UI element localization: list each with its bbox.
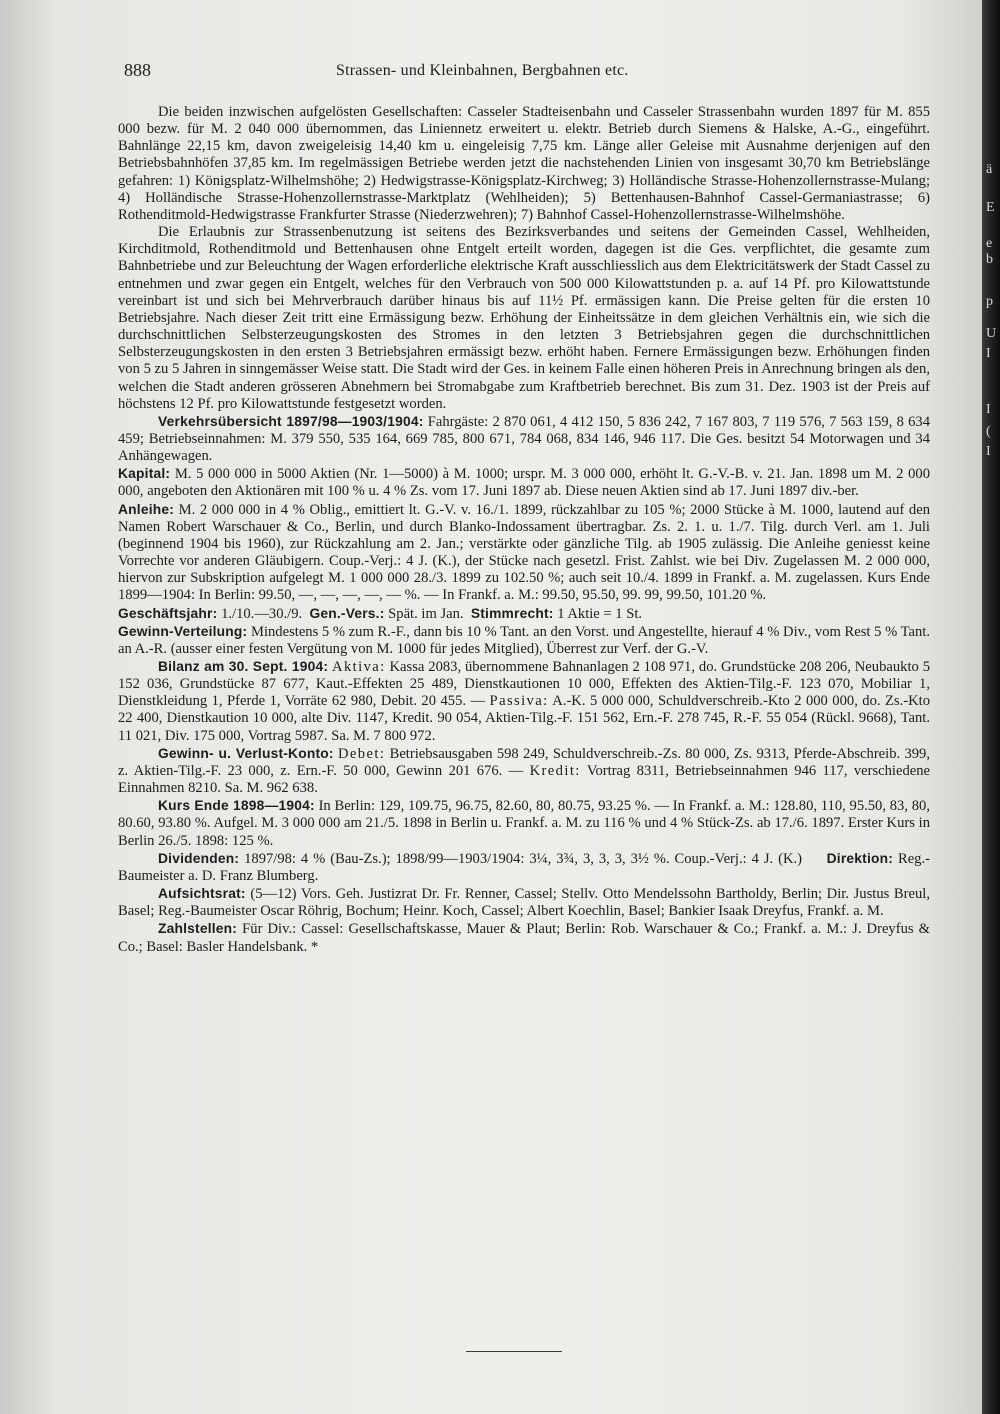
entry-kapital [118,465,930,500]
entry-label: Anleihe: [118,501,175,517]
page-header [118,60,928,86]
entry-gewinn-verlust [118,745,930,797]
closing-rule [466,1351,562,1352]
entry-text: M. 2 000 000 in 4 % Oblig., emittiert lt. G.-V. v. 16./1. 1899, rückzahlbar zu 105 %; 2000 Stücke à M. 1000, lautend auf den Namen Robert Warschauer & Co., Berlin, und durch Blanko-Indossament übertragbar. Zs. 2. 1. u. 1./7. Tilg. durch Verl. am 1. Juli (beginnend 1904 bis 1960), zur Rückzahlung am 2. Jan.; verstärkte oder gänzliche Tilg. ab 1905 zulässig. Die Anleihe geniesst keine Vorrechte vor anderen Gläubigern. Coup.-Verj.: 4 J. (K.), der Stücke nach gesetzl. Frist. Zahlst. wie bei Div. Zugelassen M. 2 000 000, hiervon zur Subskription aufgelegt M. 1 000 000 28./3. 1899 zu 102.50 %; auch seit 10./4. 1899 in Frankf. a. M. zugelassen. Kurs Ende 1899—1904: In Berlin: 99.50, —, —, —, —, — %. — In Frankf. a. M.: 99.50, 95.50, 99. 99, 99.50, 101.20 %. [118,501,930,604]
entry-text: M. 5 000 000 in 5000 Aktien (Nr. 1—5000) à M. 1000; urspr. M. 3 000 000, erhöht lt. G.-V.-B. v. 21. Jan. 1898 um M. 2 000 000, angeboten den Aktionären mit 100 % u. 4 % Zs. vom 17. Juni 1897 ab. Diese neuen Aktien sind ab 17. Juni 1897 div.-ber. [118,466,930,500]
margin-fragment: p [986,294,993,309]
margin-fragment: b [986,252,993,267]
entry-text: In Berlin: 129, 109.75, 96.75, 82.60, 80, 80.75, 93.25 %. — In Frankf. a. M.: 128.80, 110, 95.50, 83, 80, 80.60, 93.80 %. Aufgel. M. 3 000 000 am 21./5. 1898 in Berlin u. Frankf. a. M. zu 116 % und 4 % Stück-Zs. ab 17./6. 1897. Erster Kurs in Berlin 26./5. 1898: 125 %. [118,798,930,849]
margin-fragment: E [986,200,995,215]
paragraph-company-history: Die beiden inzwischen aufgelösten Gesellschaften: Casseler Stadteisenbahn und Casseler Strassenbahn wurden 1897 für M. 855 000 bezw. für M. 2 040 000 übernommen, das Liniennetz erweitert u. elektr. Betrieb durch Siemens & Halske, A.-G., eingeführt. Bahnlänge 22,15 km, davon zweigeleisig 14,40 km u. eingeleisig 7,75 km. Länge aller Geleise mit Ausnahme derjenigen auf den Betriebsbahnhöfen 37,85 km. Im regelmässigen Betriebe werden jetzt die nachstehenden Linien von insgesamt 30,70 km Betriebslänge gefahren: 1) Königsplatz-Wilhelmshöhe; 2) Hedwigstrasse-Königsplatz-Kirchweg; 3) Holländische Strasse-Hohenzollernstrasse-Mulang; 4) Holländische Strasse-Hohenzollernstrasse-Marktplatz (Wehlheiden); 5) Bettenhausen-Bahnhof Cassel-Germaniastrasse; 6) Rothenditmold-Hedwigstrasse Frankfurter Strasse (Niederzwehren); 7) Bahnhof Cassel-Hohenzollernstrasse-Wilhelmshöhe. [118,104,930,223]
entry-text: Spät. im Jan. [388,605,464,622]
margin-fragment: ä [986,162,993,177]
entry-text: Fahrgäste: 2 870 061, 4 412 150, 5 836 242, 7 167 803, 7 119 576, 7 563 159, 8 634 459; Betriebseinnahmen: M. 379 550, 535 164, 669 785, 800 671, 784 068, 834 146, 946 117. Die Ges. besitzt 54 Motorwagen und 34 Anhängewagen. [118,413,930,465]
entry-label: Aufsichtsrat: [158,886,246,902]
paragraph-street-permit: Die Erlaubnis zur Strassenbenutzung ist seitens des Bezirksverbandes und seitens der Gemeinden Cassel, Wehlheiden, Kirchditmold, Rothenditmold und Bettenhausen ohne Entgelt erteilt worden, dagegen ist die Ges. verpflichtet, die gesamte zum Bahnbetriebe und zur Beleuchtung der Wagen erforderliche elektrische Kraft ausschliesslich aus dem Elektricitätswerk der Stadt Cassel zu entnehmen und zwar gegen ein Entgelt, welches für den Verbrauch von 500 000 Kilowattstunden p. a. auf 14 Pf. pro Kilowattstunde vereinbart ist und sich bei Mehrverbrauch darüber hinaus bis auf 11½ Pf. ermässigen kann. Die Preise gelten für die ersten 10 Betriebsjahre. Nach dieser Zeit tritt eine Ermässigung bezw. Erhöhung der Einheitssätze in dem gleichen Verhältnis ein, wie sich die durchschnittlichen Selbsterzeugungskosten des Stromes in den letzten 3 Betriebsjahren gegen die durchschnittlichen Selbsterzeugungskosten in den ersten 3 Betriebsjahren ermässigt bezw. erhöht haben. Fernere Ermässigungen bezw. Erhöhungen finden von 5 zu 5 Jahren in sinngemässer Weise statt. Die Stadt wird der Ges. in keinem Falle einen höheren Preis in Anrechnung bringen als den, welchen die Stadt anderen grösseren Abnehmern bei Stromabgabe zum Kraftbetrieb berechnet. Bis zum 31. Dez. 1903 ist der Preis auf höchstens 12 Pf. pro Kilowattstunde festgesetzt worden. [118,224,930,412]
document-body [118,104,930,956]
entry-label: Kapital: [118,466,171,482]
entry-label: Gewinn-Verteilung: [118,623,248,639]
aktiva-label: Aktiva: [332,659,386,675]
entry-geschaeftsjahr [118,605,930,623]
margin-fragment: ( [986,424,991,439]
entry-label: Dividenden: [158,850,240,866]
entry-gewinn-verteilung [118,623,930,658]
entry-kurs [118,797,930,849]
passiva-text: A.-K. 5 000 000, Schuldverschreib.-Kto 2 000 000, do. Zs.-Kto 22 400, Dienstkaution 10 000, alte Div. 1147, Kredit. 90 054, Aktien-Tilg.-F. 151 562, Ern.-F. 278 745, R.-F. 55 054 (Rückl. 9668), Tant. 11 021, Div. 175 000, Vortrag 5987. Sa. M. 7 800 972. [118,693,930,744]
entry-dividenden [118,850,930,885]
margin-fragment: e [986,236,993,251]
entry-text: 1./10.—30./9. [221,605,303,622]
entry-label: Verkehrsübersicht 1897/98—1903/1904: [158,413,424,429]
passiva-label: Passiva: [489,693,549,710]
debet-label: Debet: [337,745,386,762]
entry-label: Stimmrecht: [470,605,554,621]
facing-page-fragments [986,0,1000,1414]
kredit-text: Vortrag 8311, Betriebseinnahmen 946 117, verschiedene Einnahmen 8210. Sa. M. 962 638. [118,762,930,797]
entry-label: Geschäftsjahr: [118,605,218,621]
entry-label: Gewinn- u. Verlust-Konto: [158,745,334,761]
entry-label: Kurs Ende 1898—1904: [158,798,315,814]
entry-text: Für Div.: Cassel: Gesellschaftskasse, Mauer & Plaut; Berlin: Rob. Warschauer & Co.; Frankf. a. M.: J. Dreyfus & Co.; Basel: Basler Handelsbank. * [118,921,930,955]
entry-label: Gen.-Vers.: [309,605,385,621]
entry-text: 1897/98: 4 % (Bau-Zs.); 1898/99—1903/1904: 3¼, 3¾, 3, 3, 3, 3½ %. Coup.-Verj.: 4 J. (K.) [244,850,802,867]
entry-text: (5—12) Vors. Geh. Justizrat Dr. Fr. Renner, Cassel; Stellv. Otto Mendelssohn Bartholdy, Berlin; Dir. Justus Breul, Basel; Reg.-Baumeister Oscar Röhrig, Bochum; Heinr. Koch, Cassel; Albert Koechlin, Basel; Bankier Isaak Dreyfus, Frankf. a. M. [118,886,930,920]
aktiva-text: Kassa 2083, übernommene Bahnanlagen 2 108 971, do. Grundstücke 208 206, Neubaukto 5 152 036, Grundstücke 87 677, Kaut.-Effekten 25 489, Dienstkautionen 10 000, Effekten des Aktien-Tilg.-F. 123 070, Mobiliar 1, Dienstkleidung 1, Pferde 1, Vorräte 62 980, Debit. 20 455. — [118,659,930,710]
entry-text: Mindestens 5 % zum R.-F., dann bis 10 % Tant. an den Vorst. und Angestellte, hierauf 4 % Div., vom Rest 5 % Tant. an A.-R. (ausser einer festen Vergütung von M. 1000 für jedes Mitglied), Überrest zur Verf. der G.-V. [118,623,930,657]
entry-verkehr [118,413,930,465]
margin-fragment: U [986,326,997,341]
page-number: 888 [124,60,151,80]
entry-zahlstellen [118,920,930,955]
entry-label: Zahlstellen: [158,921,238,937]
entry-label: Bilanz am 30. Sept. 1904: [158,659,329,674]
running-title: Strassen- und Kleinbahnen, Bergbahnen etc. [336,62,629,79]
margin-fragment: I [986,402,991,417]
entry-bilanz [118,658,930,745]
kredit-label: Kredit: [529,762,581,779]
entry-text: 1 Aktie = 1 St. [557,605,643,622]
entry-anleihe [118,501,930,605]
margin-fragment: I [986,346,991,361]
entry-label: Direktion: [826,850,894,866]
entry-aufsichtsrat [118,885,930,920]
debet-text: Betriebsausgaben 598 249, Schuldverschreib.-Zs. 80 000, Zs. 9313, Pferde-Abschreib. 399, z. Aktien-Tilg.-F. 23 000, z. Ern.-F. 50 000, Gewinn 201 676. — [118,745,930,779]
entry-text: Reg.-Baumeister a. D. Franz Blumberg. [118,850,930,884]
margin-fragment: I [986,444,991,459]
